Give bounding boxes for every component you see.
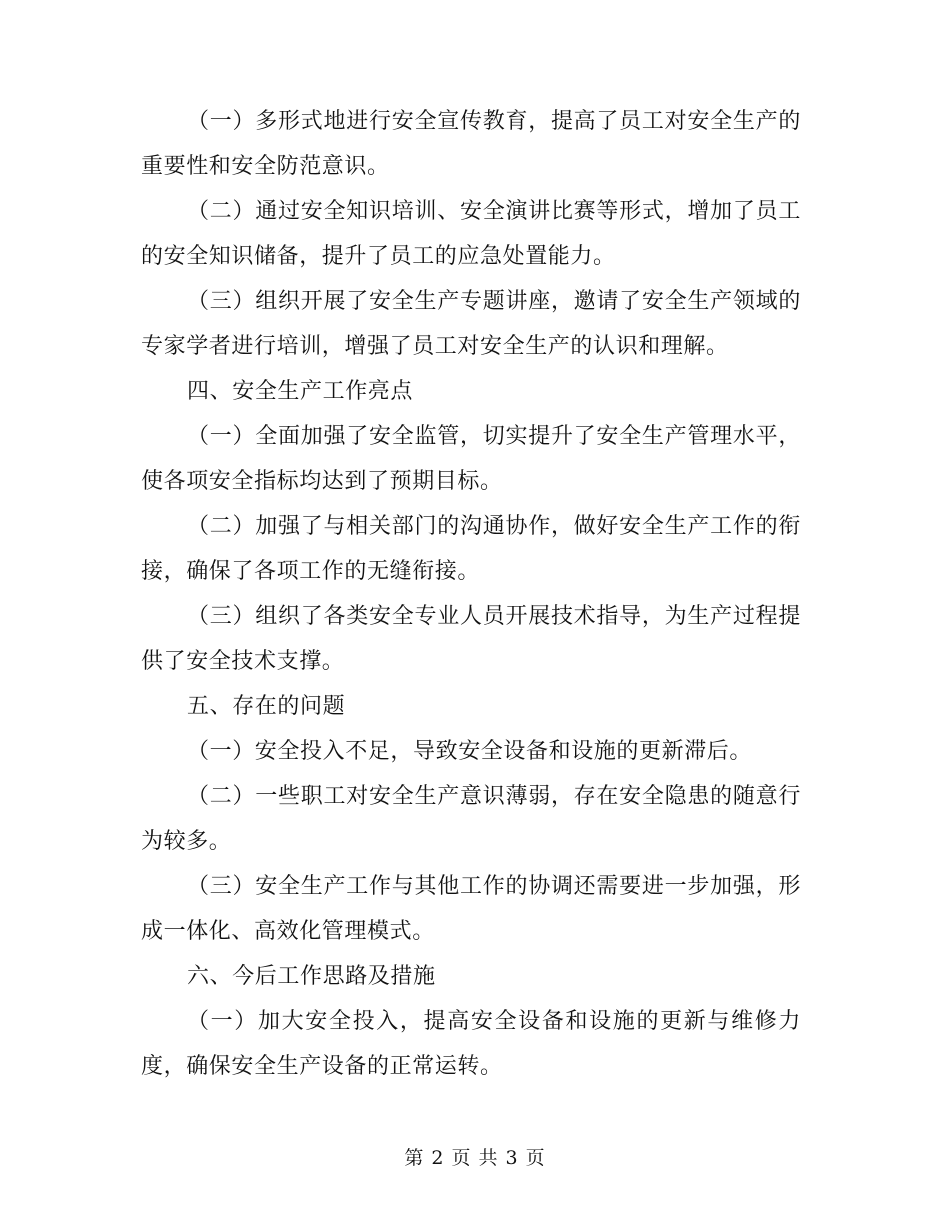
page-number-footer: 第 2 页 共 3 页: [404, 1147, 546, 1169]
paragraph: （一）安全投入不足，导致安全设备和设施的更新滞后。: [187, 739, 753, 764]
paragraph: （一）全面加强了安全监管，切实提升了安全生产管理水平，使各项安全指标均达到了预期目标。: [141, 424, 801, 494]
paragraph: （三）组织开展了安全生产专题讲座，邀请了安全生产领域的专家学者进行培训，增强了员工对安全生产的认识和理解。: [141, 289, 801, 359]
paragraph: （三）安全生产工作与其他工作的协调还需要进一步加强，形成一体化、高效化管理模式。: [141, 874, 801, 944]
paragraph: （二）一些职工对安全生产意识薄弱，存在安全隐患的随意行为较多。: [141, 784, 801, 854]
document-body: [141, 99, 801, 1089]
paragraph: （一）多形式地进行安全宣传教育，提高了员工对安全生产的重要性和安全防范意识。: [141, 109, 801, 179]
section-heading: 六、今后工作思路及措施: [187, 964, 436, 989]
paragraph: （三）组织了各类安全专业人员开展技术指导，为生产过程提供了安全技术支撑。: [141, 604, 801, 674]
section-heading: 四、安全生产工作亮点: [187, 379, 414, 404]
paragraph: （一）加大安全投入，提高安全设备和设施的更新与维修力度，确保安全生产设备的正常运转。: [141, 1009, 801, 1079]
paragraph: （二）通过安全知识培训、安全演讲比赛等形式，增加了员工的安全知识储备，提升了员工的应急处置能力。: [141, 199, 801, 269]
section-heading: 五、存在的问题: [187, 694, 346, 719]
paragraph: （二）加强了与相关部门的沟通协作，做好安全生产工作的衔接，确保了各项工作的无缝衔接。: [141, 514, 801, 584]
